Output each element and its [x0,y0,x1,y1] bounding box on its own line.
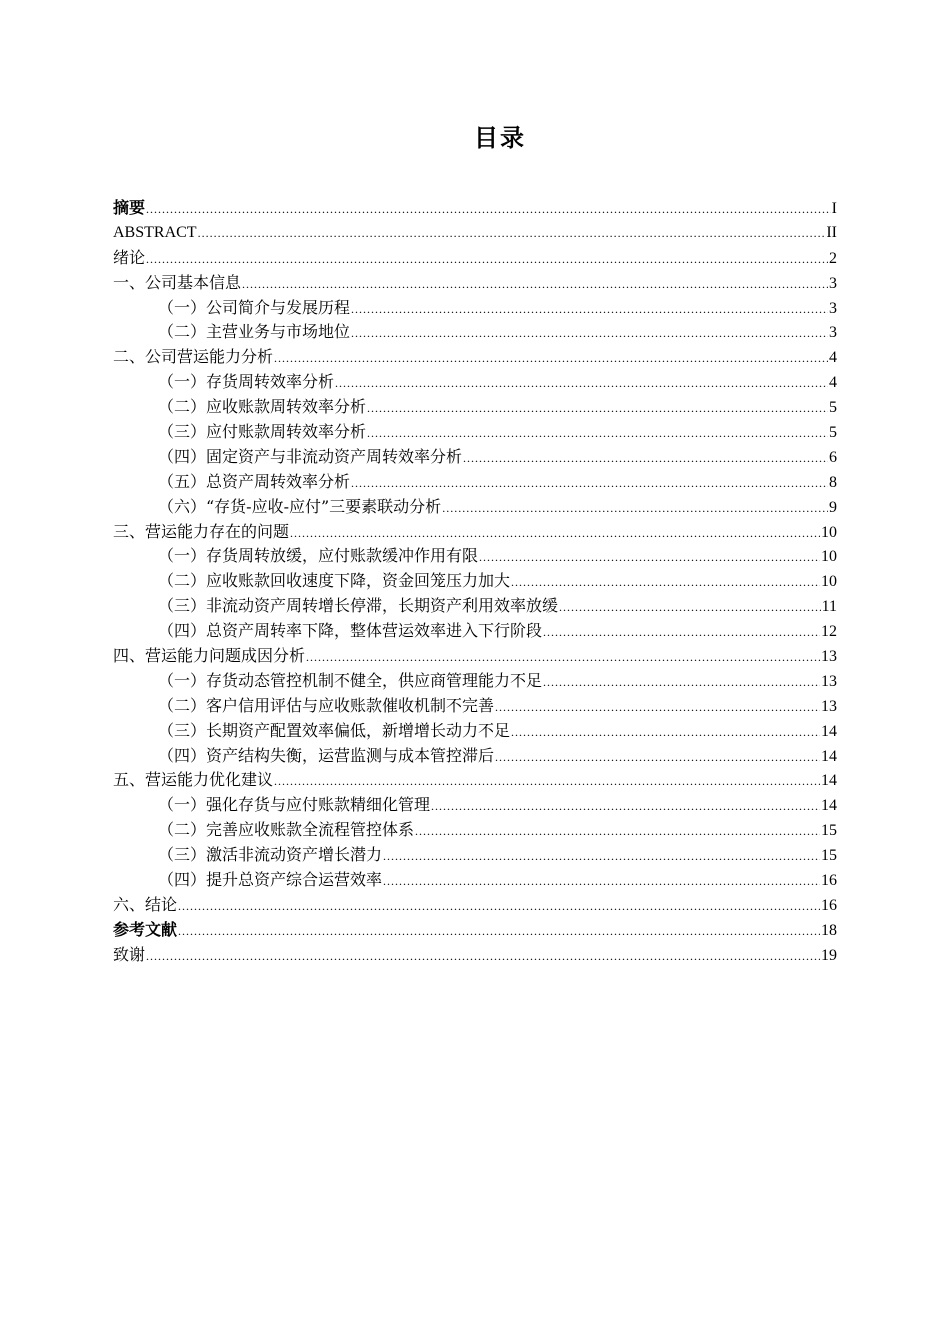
toc-entry-label: （一）存货动态管控机制不健全，供应商管理能力不足 [158,670,543,690]
toc-entry-label: （三）非流动资产周转增长停滞，长期资产利用效率放缓 [158,596,559,616]
toc-entry-label: （四）固定资产与非流动资产周转效率分析 [158,446,463,466]
dot-leader [351,321,828,346]
dot-leader [543,620,820,645]
toc-entry-label: 致谢 [113,944,146,964]
toc-entry-page-number: 16 [821,896,837,914]
toc-entry-page-number: 11 [821,598,837,616]
toc-entry-page-number: 13 [821,672,837,690]
toc-entry-page-number: 4 [829,349,837,367]
toc-entry[interactable] [113,495,837,520]
toc-entry[interactable] [113,843,837,868]
toc-entry-page-number: 15 [821,822,837,840]
toc-entry-label: （三）激活非流动资产增长潜力 [158,845,383,865]
toc-entry[interactable] [113,395,837,420]
toc-entry-page-number: 13 [821,697,837,715]
toc-entry-label: 三、营运能力存在的问题 [113,521,290,541]
toc-entry[interactable] [113,594,837,619]
toc-entry-page-number: 15 [821,847,837,865]
dot-leader [415,819,820,844]
toc-entry-label: 四、营运能力问题成因分析 [113,646,306,666]
toc-entry[interactable] [113,345,837,370]
toc-entry-label: （一）强化存货与应付账款精细化管理 [158,795,431,815]
toc-entry-page-number: 6 [829,448,837,466]
toc-entry[interactable] [113,520,837,545]
toc-entry-label: ABSTRACT [113,223,197,241]
page-title: 目录 [474,124,526,152]
toc-entry[interactable] [113,644,837,669]
toc-entry-page-number: 12 [821,623,837,641]
dot-leader [242,272,828,297]
toc-entry-label: （五）总资产周转效率分析 [158,471,351,491]
dot-leader [367,396,828,421]
toc-entry[interactable] [113,669,837,694]
toc-entry[interactable] [113,470,837,495]
toc-entry[interactable] [113,544,837,569]
toc-entry[interactable] [113,445,837,470]
dot-leader [351,297,828,322]
toc-entry[interactable] [113,719,837,744]
toc-entry-page-number: 4 [829,374,837,392]
dot-leader [335,371,828,396]
toc-entry[interactable] [113,893,837,918]
toc-entry-label: 六、结论 [113,894,178,914]
dot-leader [511,570,820,595]
toc-entry-page-number: 2 [829,249,837,267]
dot-leader [351,471,828,496]
dot-leader [274,769,820,794]
toc-entry-page-number: 14 [821,772,837,790]
toc-entry[interactable] [113,320,837,345]
toc-entry-label: （六）“存货-应收-应付”三要素联动分析 [158,496,442,516]
toc-entry-page-number: II [826,223,837,241]
toc-entry-page-number: 3 [829,274,837,292]
toc-entry-page-number: 19 [821,946,837,964]
toc-entry-page-number: 8 [829,473,837,491]
toc-entry[interactable] [113,818,837,843]
toc-entry-page-number: 14 [821,747,837,765]
toc-entry-page-number: 10 [821,523,837,541]
toc-entry-page-number: I [831,200,837,217]
toc-entry[interactable] [113,370,837,395]
toc-entry-label: （四）提升总资产综合运营效率 [158,870,383,890]
dot-leader [479,545,820,570]
dot-leader [306,645,820,670]
toc-entry[interactable] [113,943,837,968]
toc-entry-page-number: 14 [821,797,837,815]
toc-entry-label: （二）应收账款周转效率分析 [158,397,367,417]
dot-leader [383,844,820,869]
table-of-contents [113,196,837,968]
toc-entry-label: 摘要 [113,198,146,217]
toc-entry[interactable] [113,619,837,644]
dot-leader [431,794,820,819]
toc-entry-page-number: 5 [829,399,837,417]
toc-entry[interactable] [113,246,837,271]
toc-entry-label: （二）完善应收账款全流程管控体系 [158,820,415,840]
dot-leader [178,894,820,919]
toc-entry-label: （一）存货周转效率分析 [158,372,335,392]
toc-entry-page-number: 10 [821,548,837,566]
toc-entry-page-number: 14 [821,722,837,740]
toc-entry-label: （一）存货周转放缓，应付账款缓冲作用有限 [158,546,479,566]
toc-entry[interactable] [113,793,837,818]
dot-leader [198,221,826,246]
toc-entry-label: 绪论 [113,247,146,267]
dot-leader [146,944,820,969]
dot-leader [511,720,820,745]
toc-entry[interactable] [113,221,837,246]
toc-entry[interactable] [113,744,837,769]
toc-entry-label: （二）主营业务与市场地位 [158,322,351,342]
dot-leader [146,197,831,222]
toc-entry-label: 参考文献 [113,919,178,939]
toc-entry[interactable] [113,694,837,719]
toc-entry-page-number: 13 [821,648,837,666]
toc-entry[interactable] [113,868,837,893]
toc-entry[interactable] [113,420,837,445]
dot-leader [495,745,820,770]
toc-entry-page-number: 3 [829,324,837,342]
toc-entry-label: 一、公司基本信息 [113,272,242,292]
toc-entry-page-number: 3 [829,299,837,317]
toc-entry-label: （三）长期资产配置效率偏低，新增增长动力不足 [158,720,511,740]
dot-leader [495,695,820,720]
toc-entry-page-number: 9 [829,498,837,516]
toc-entry-label: （三）应付账款周转效率分析 [158,422,367,442]
dot-leader [442,496,828,521]
toc-entry-page-number: 18 [821,921,837,939]
toc-entry[interactable] [113,296,837,321]
toc-entry-page-number: 5 [829,424,837,442]
toc-entry-label: 五、营运能力优化建议 [113,770,274,790]
toc-entry-label: （二）应收账款回收速度下降，资金回笼压力加大 [158,571,511,591]
toc-entry-page-number: 10 [821,573,837,591]
dot-leader [274,346,828,371]
toc-entry-label: （二）客户信用评估与应收账款催收机制不完善 [158,695,495,715]
dot-leader [463,446,828,471]
toc-entry-label: （四）总资产周转率下降，整体营运效率进入下行阶段 [158,621,543,641]
toc-entry-label: 二、公司营运能力分析 [113,347,274,367]
toc-entry-label: （四）资产结构失衡，运营监测与成本管控滞后 [158,745,495,765]
dot-leader [367,421,828,446]
dot-leader [178,919,820,944]
dot-leader [146,247,828,272]
toc-entry[interactable] [113,918,837,943]
dot-leader [383,869,820,894]
toc-entry[interactable] [113,196,837,221]
dot-leader [559,595,821,620]
toc-entry[interactable] [113,768,837,793]
toc-entry-label: （一）公司简介与发展历程 [158,297,351,317]
toc-entry-page-number: 16 [821,872,837,890]
dot-leader [543,670,820,695]
dot-leader [290,521,820,546]
toc-entry[interactable] [113,569,837,594]
toc-entry[interactable] [113,271,837,296]
